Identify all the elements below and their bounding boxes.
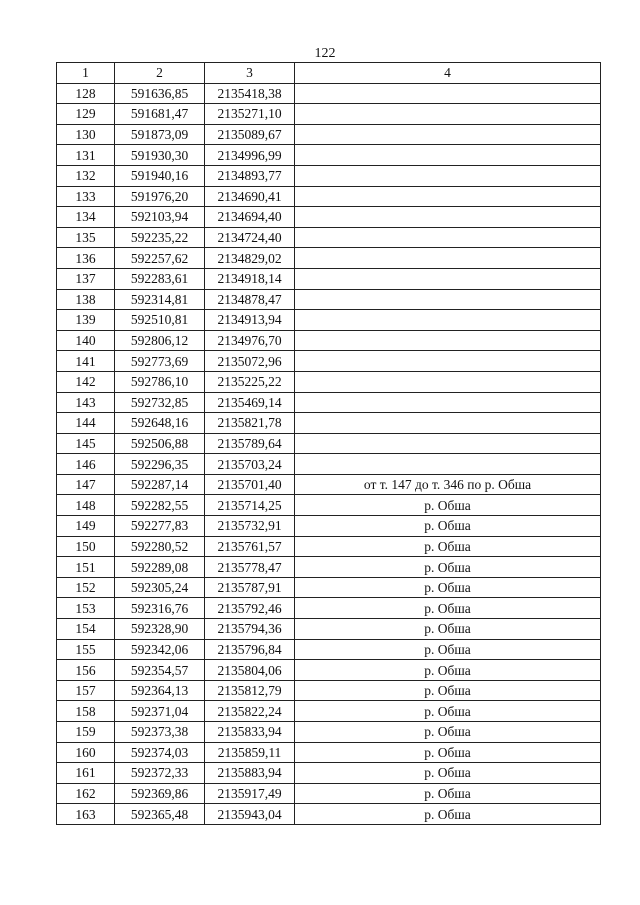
header-row [57, 63, 601, 84]
column-header-2: 2 [115, 63, 205, 84]
description-cell [295, 392, 601, 413]
x-coordinate-cell: 592374,03 [115, 742, 205, 763]
description-cell [295, 145, 601, 166]
point-number-cell: 157 [57, 680, 115, 701]
table-row [57, 124, 601, 145]
table-row [57, 145, 601, 166]
description-cell: р. Обша [295, 557, 601, 578]
y-coordinate-cell: 2134893,77 [205, 165, 295, 186]
description-cell [295, 310, 601, 331]
point-number-cell: 136 [57, 248, 115, 269]
point-number-cell: 149 [57, 516, 115, 537]
description-cell: от т. 147 до т. 346 по р. Обша [295, 474, 601, 495]
y-coordinate-cell: 2135794,36 [205, 619, 295, 640]
x-coordinate-cell: 592806,12 [115, 330, 205, 351]
table-header [57, 63, 601, 84]
point-number-cell: 141 [57, 351, 115, 372]
y-coordinate-cell: 2135917,49 [205, 783, 295, 804]
table-row [57, 433, 601, 454]
table-row [57, 330, 601, 351]
y-coordinate-cell: 2134918,14 [205, 268, 295, 289]
y-coordinate-cell: 2135883,94 [205, 763, 295, 784]
y-coordinate-cell: 2134724,40 [205, 227, 295, 248]
point-number-cell: 158 [57, 701, 115, 722]
description-cell: р. Обша [295, 763, 601, 784]
table-row [57, 598, 601, 619]
x-coordinate-cell: 592316,76 [115, 598, 205, 619]
description-cell: р. Обша [295, 495, 601, 516]
description-cell [295, 104, 601, 125]
description-cell: р. Обша [295, 783, 601, 804]
table-row [57, 701, 601, 722]
description-cell: р. Обша [295, 680, 601, 701]
point-number-cell: 160 [57, 742, 115, 763]
table-row [57, 413, 601, 434]
table-row [57, 660, 601, 681]
table-row [57, 516, 601, 537]
point-number-cell: 152 [57, 577, 115, 598]
x-coordinate-cell: 592786,10 [115, 371, 205, 392]
x-coordinate-cell: 592372,33 [115, 763, 205, 784]
table-row [57, 310, 601, 331]
point-number-cell: 135 [57, 227, 115, 248]
y-coordinate-cell: 2135703,24 [205, 454, 295, 475]
column-header-3: 3 [205, 63, 295, 84]
table-row [57, 804, 601, 825]
x-coordinate-cell: 591976,20 [115, 186, 205, 207]
y-coordinate-cell: 2135072,96 [205, 351, 295, 372]
x-coordinate-cell: 591930,30 [115, 145, 205, 166]
point-number-cell: 128 [57, 83, 115, 104]
column-header-1: 1 [57, 63, 115, 84]
table-row [57, 207, 601, 228]
description-cell [295, 83, 601, 104]
point-number-cell: 155 [57, 639, 115, 660]
table-row [57, 248, 601, 269]
y-coordinate-cell: 2134694,40 [205, 207, 295, 228]
point-number-cell: 144 [57, 413, 115, 434]
description-cell: р. Обша [295, 639, 601, 660]
description-cell [295, 124, 601, 145]
description-cell [295, 351, 601, 372]
description-cell: р. Обша [295, 536, 601, 557]
description-cell [295, 165, 601, 186]
point-number-cell: 146 [57, 454, 115, 475]
description-cell: р. Обша [295, 619, 601, 640]
x-coordinate-cell: 592373,38 [115, 722, 205, 743]
table-row [57, 186, 601, 207]
table-row [57, 392, 601, 413]
table-row [57, 557, 601, 578]
point-number-cell: 156 [57, 660, 115, 681]
table-row [57, 351, 601, 372]
description-cell [295, 227, 601, 248]
y-coordinate-cell: 2134829,02 [205, 248, 295, 269]
point-number-cell: 139 [57, 310, 115, 331]
description-cell: р. Обша [295, 660, 601, 681]
point-number-cell: 131 [57, 145, 115, 166]
y-coordinate-cell: 2135822,24 [205, 701, 295, 722]
y-coordinate-cell: 2134913,94 [205, 310, 295, 331]
point-number-cell: 151 [57, 557, 115, 578]
table-row [57, 104, 601, 125]
description-cell [295, 454, 601, 475]
point-number-cell: 143 [57, 392, 115, 413]
point-number-cell: 147 [57, 474, 115, 495]
y-coordinate-cell: 2135833,94 [205, 722, 295, 743]
point-number-cell: 154 [57, 619, 115, 640]
x-coordinate-cell: 591873,09 [115, 124, 205, 145]
description-cell: р. Обша [295, 577, 601, 598]
point-number-cell: 153 [57, 598, 115, 619]
x-coordinate-cell: 591636,85 [115, 83, 205, 104]
y-coordinate-cell: 2135418,38 [205, 83, 295, 104]
x-coordinate-cell: 592365,48 [115, 804, 205, 825]
point-number-cell: 130 [57, 124, 115, 145]
point-number-cell: 129 [57, 104, 115, 125]
x-coordinate-cell: 592342,06 [115, 639, 205, 660]
table-row [57, 474, 601, 495]
y-coordinate-cell: 2135796,84 [205, 639, 295, 660]
y-coordinate-cell: 2135792,46 [205, 598, 295, 619]
point-number-cell: 140 [57, 330, 115, 351]
x-coordinate-cell: 592506,88 [115, 433, 205, 454]
point-number-cell: 145 [57, 433, 115, 454]
x-coordinate-cell: 592354,57 [115, 660, 205, 681]
x-coordinate-cell: 592328,90 [115, 619, 205, 640]
point-number-cell: 133 [57, 186, 115, 207]
y-coordinate-cell: 2134976,70 [205, 330, 295, 351]
point-number-cell: 162 [57, 783, 115, 804]
y-coordinate-cell: 2135859,11 [205, 742, 295, 763]
description-cell: р. Обша [295, 598, 601, 619]
x-coordinate-cell: 592283,61 [115, 268, 205, 289]
y-coordinate-cell: 2135225,22 [205, 371, 295, 392]
coordinates-table [56, 62, 601, 825]
x-coordinate-cell: 592289,08 [115, 557, 205, 578]
y-coordinate-cell: 2134996,99 [205, 145, 295, 166]
y-coordinate-cell: 2134878,47 [205, 289, 295, 310]
description-cell [295, 433, 601, 454]
table-row [57, 495, 601, 516]
y-coordinate-cell: 2135821,78 [205, 413, 295, 434]
point-number-cell: 134 [57, 207, 115, 228]
table-row [57, 536, 601, 557]
table-row [57, 227, 601, 248]
point-number-cell: 138 [57, 289, 115, 310]
y-coordinate-cell: 2135761,57 [205, 536, 295, 557]
x-coordinate-cell: 592510,81 [115, 310, 205, 331]
x-coordinate-cell: 592282,55 [115, 495, 205, 516]
table-body [57, 83, 601, 824]
table-row [57, 289, 601, 310]
point-number-cell: 161 [57, 763, 115, 784]
description-cell: р. Обша [295, 722, 601, 743]
table-row [57, 742, 601, 763]
y-coordinate-cell: 2135701,40 [205, 474, 295, 495]
y-coordinate-cell: 2135778,47 [205, 557, 295, 578]
x-coordinate-cell: 592648,16 [115, 413, 205, 434]
y-coordinate-cell: 2135789,64 [205, 433, 295, 454]
y-coordinate-cell: 2135714,25 [205, 495, 295, 516]
x-coordinate-cell: 592257,62 [115, 248, 205, 269]
table-row [57, 577, 601, 598]
description-cell: р. Обша [295, 804, 601, 825]
point-number-cell: 163 [57, 804, 115, 825]
description-cell: р. Обша [295, 742, 601, 763]
x-coordinate-cell: 592314,81 [115, 289, 205, 310]
table-row [57, 783, 601, 804]
y-coordinate-cell: 2135271,10 [205, 104, 295, 125]
point-number-cell: 142 [57, 371, 115, 392]
description-cell: р. Обша [295, 701, 601, 722]
table-row [57, 165, 601, 186]
x-coordinate-cell: 592773,69 [115, 351, 205, 372]
x-coordinate-cell: 591940,16 [115, 165, 205, 186]
y-coordinate-cell: 2135089,67 [205, 124, 295, 145]
description-cell: р. Обша [295, 516, 601, 537]
description-cell [295, 248, 601, 269]
table-row [57, 763, 601, 784]
column-header-4: 4 [295, 63, 601, 84]
x-coordinate-cell: 592277,83 [115, 516, 205, 537]
table-row [57, 454, 601, 475]
x-coordinate-cell: 592305,24 [115, 577, 205, 598]
x-coordinate-cell: 592280,52 [115, 536, 205, 557]
x-coordinate-cell: 592364,13 [115, 680, 205, 701]
description-cell [295, 207, 601, 228]
table-row [57, 268, 601, 289]
y-coordinate-cell: 2134690,41 [205, 186, 295, 207]
point-number-cell: 150 [57, 536, 115, 557]
point-number-cell: 132 [57, 165, 115, 186]
x-coordinate-cell: 592103,94 [115, 207, 205, 228]
table-row [57, 619, 601, 640]
point-number-cell: 137 [57, 268, 115, 289]
description-cell [295, 371, 601, 392]
x-coordinate-cell: 592369,86 [115, 783, 205, 804]
x-coordinate-cell: 592287,14 [115, 474, 205, 495]
y-coordinate-cell: 2135943,04 [205, 804, 295, 825]
x-coordinate-cell: 592732,85 [115, 392, 205, 413]
description-cell [295, 186, 601, 207]
y-coordinate-cell: 2135732,91 [205, 516, 295, 537]
table-row [57, 680, 601, 701]
page-number: 122 [314, 46, 336, 61]
y-coordinate-cell: 2135812,79 [205, 680, 295, 701]
x-coordinate-cell: 592235,22 [115, 227, 205, 248]
description-cell [295, 330, 601, 351]
y-coordinate-cell: 2135469,14 [205, 392, 295, 413]
x-coordinate-cell: 592296,35 [115, 454, 205, 475]
y-coordinate-cell: 2135787,91 [205, 577, 295, 598]
table-row [57, 722, 601, 743]
description-cell [295, 413, 601, 434]
x-coordinate-cell: 591681,47 [115, 104, 205, 125]
x-coordinate-cell: 592371,04 [115, 701, 205, 722]
description-cell [295, 289, 601, 310]
table-row [57, 371, 601, 392]
description-cell [295, 268, 601, 289]
point-number-cell: 148 [57, 495, 115, 516]
point-number-cell: 159 [57, 722, 115, 743]
table-row [57, 639, 601, 660]
y-coordinate-cell: 2135804,06 [205, 660, 295, 681]
table-row [57, 83, 601, 104]
